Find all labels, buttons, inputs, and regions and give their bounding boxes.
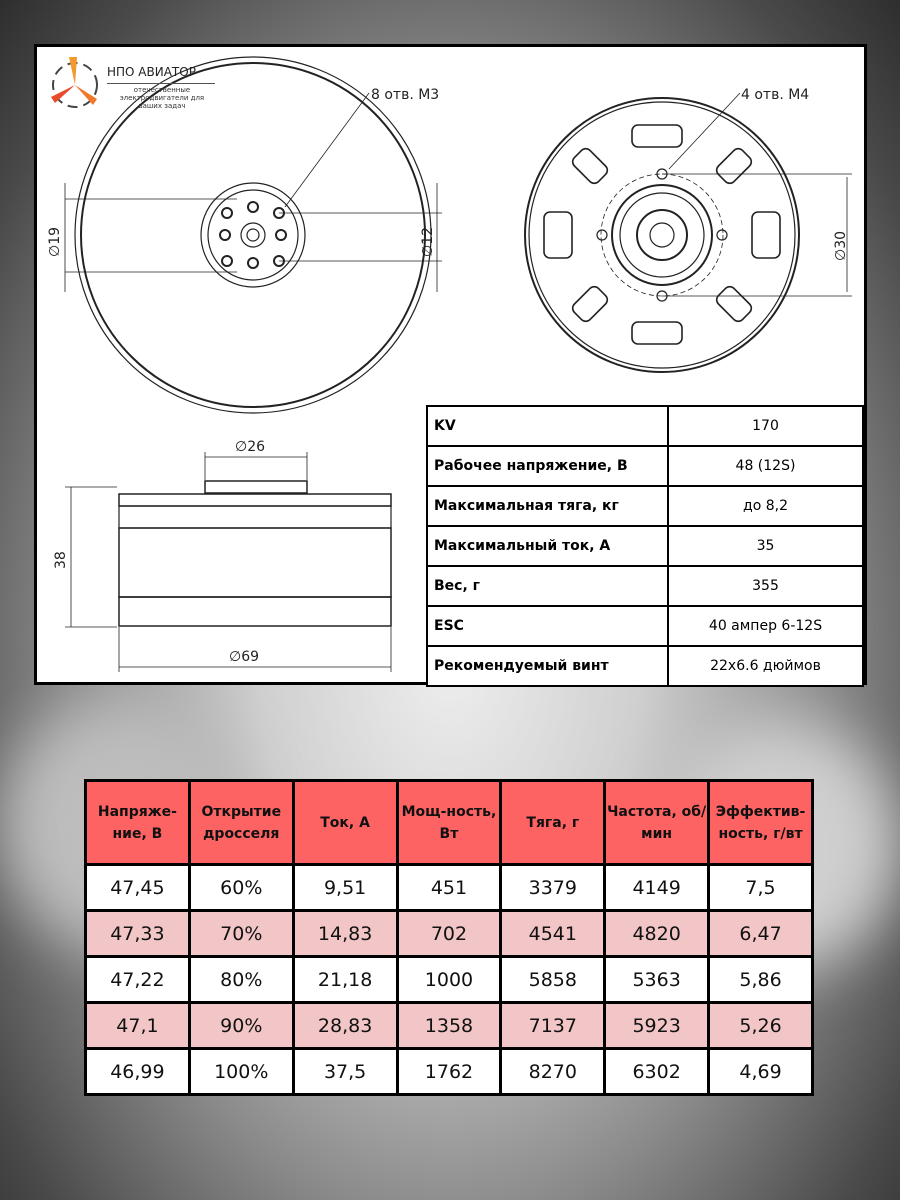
spec-value: 170	[668, 406, 863, 446]
table-cell: 1000	[397, 957, 501, 1003]
table-cell: 90%	[189, 1003, 293, 1049]
dimension-label: 38	[53, 551, 69, 569]
column-header: Ток, А	[293, 781, 397, 865]
propeller-logo-icon	[49, 53, 101, 117]
dimension-label: ∅69	[229, 649, 260, 665]
spec-value: 355	[668, 566, 863, 606]
table-cell: 4,69	[709, 1049, 813, 1095]
spec-row	[427, 486, 863, 526]
spec-label: ESC	[427, 606, 668, 646]
table-row	[86, 1003, 813, 1049]
table-cell: 6,47	[709, 911, 813, 957]
table-cell: 8270	[501, 1049, 605, 1095]
spec-label: Рекомендуемый винт	[427, 646, 668, 686]
table-cell: 1358	[397, 1003, 501, 1049]
table-row	[86, 1049, 813, 1095]
table-row	[86, 911, 813, 957]
column-header: Частота, об/мин	[605, 781, 709, 865]
table-cell: 4820	[605, 911, 709, 957]
column-header: Тяга, г	[501, 781, 605, 865]
table-cell: 451	[397, 865, 501, 911]
table-cell: 21,18	[293, 957, 397, 1003]
spec-row	[427, 526, 863, 566]
header-row	[86, 781, 813, 865]
column-header: Мощ-ность, Вт	[397, 781, 501, 865]
table-cell: 9,51	[293, 865, 397, 911]
table-cell: 702	[397, 911, 501, 957]
table-cell: 6302	[605, 1049, 709, 1095]
logo-subtitle: отечественные электродвигатели для ваших задач	[119, 86, 205, 110]
table-cell: 3379	[501, 865, 605, 911]
divider	[107, 83, 215, 84]
logo-title: НПО АВИАТОР	[107, 65, 196, 79]
back-holes-label: 4 отв. М4	[741, 87, 810, 103]
table-cell: 5,26	[709, 1003, 813, 1049]
column-header: Эффектив-ность, г/вт	[709, 781, 813, 865]
table-cell: 5363	[605, 957, 709, 1003]
table-cell: 100%	[189, 1049, 293, 1095]
spec-row	[427, 566, 863, 606]
dimension-label: ∅12	[420, 226, 436, 257]
table-cell: 4149	[605, 865, 709, 911]
spec-label: Рабочее напряжение, В	[427, 446, 668, 486]
front-holes-label: 8 отв. М3	[371, 87, 440, 103]
table-cell: 7137	[501, 1003, 605, 1049]
spec-row	[427, 406, 863, 446]
table-row	[86, 957, 813, 1003]
spec-label: Максимальная тяга, кг	[427, 486, 668, 526]
table-cell: 47,1	[86, 1003, 190, 1049]
spec-label: Максимальный ток, А	[427, 526, 668, 566]
spec-value: 48 (12S)	[668, 446, 863, 486]
table-cell: 1762	[397, 1049, 501, 1095]
table-cell: 80%	[189, 957, 293, 1003]
spec-value: 35	[668, 526, 863, 566]
table-cell: 46,99	[86, 1049, 190, 1095]
table-cell: 37,5	[293, 1049, 397, 1095]
table-cell: 4541	[501, 911, 605, 957]
table-cell: 5,86	[709, 957, 813, 1003]
spec-row	[427, 646, 863, 686]
table-cell: 14,83	[293, 911, 397, 957]
table-cell: 47,22	[86, 957, 190, 1003]
spec-value: 40 ампер 6-12S	[668, 606, 863, 646]
spec-value: до 8,2	[668, 486, 863, 526]
table-cell: 60%	[189, 865, 293, 911]
table-cell: 5858	[501, 957, 605, 1003]
column-header: Напряже-ние, В	[86, 781, 190, 865]
dimension-label: ∅30	[833, 230, 849, 261]
table-cell: 28,83	[293, 1003, 397, 1049]
performance-table	[84, 779, 814, 1096]
drawing-panel	[34, 44, 867, 685]
table-cell: 47,45	[86, 865, 190, 911]
dimension-label: ∅19	[47, 226, 63, 257]
company-logo	[49, 53, 219, 123]
spec-label: KV	[427, 406, 668, 446]
dimension-label: ∅26	[235, 439, 266, 455]
spec-table	[426, 405, 864, 687]
table-row	[86, 865, 813, 911]
table-cell: 5923	[605, 1003, 709, 1049]
spec-label: Вес, г	[427, 566, 668, 606]
spec-row	[427, 446, 863, 486]
table-cell: 7,5	[709, 865, 813, 911]
column-header: Открытие дросселя	[189, 781, 293, 865]
spec-row	[427, 606, 863, 646]
table-cell: 70%	[189, 911, 293, 957]
table-cell: 47,33	[86, 911, 190, 957]
spec-value: 22x6.6 дюймов	[668, 646, 863, 686]
